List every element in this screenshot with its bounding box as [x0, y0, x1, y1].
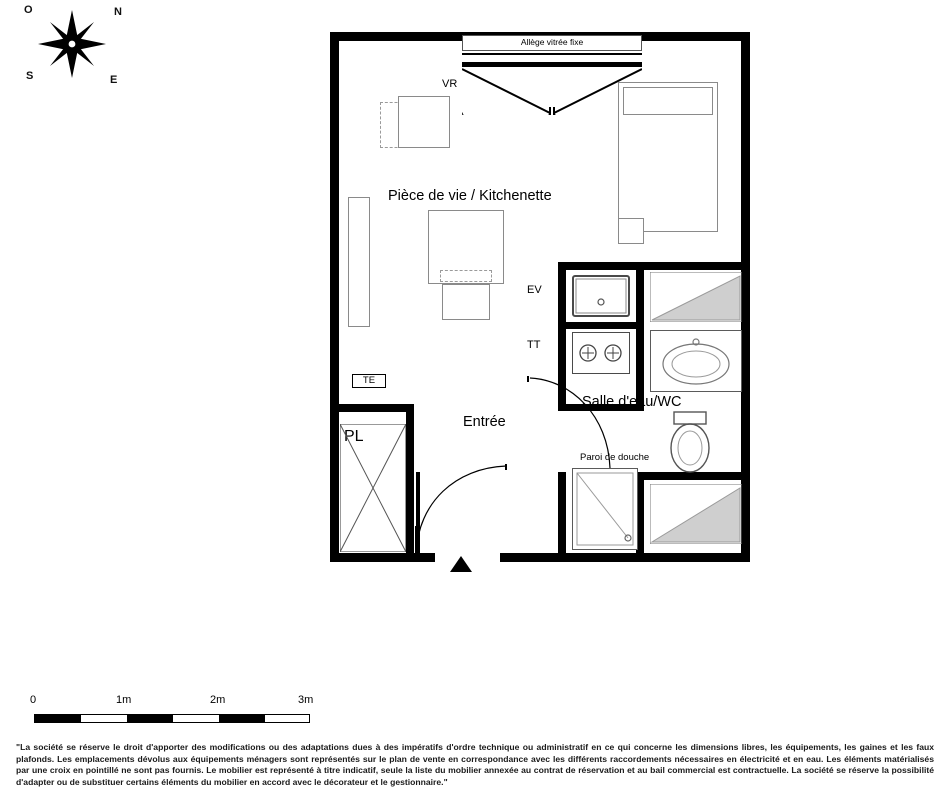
- wall-partition-bath-top: [558, 262, 750, 270]
- compass-label-south: S: [26, 70, 34, 82]
- wall-top-left: [330, 32, 462, 41]
- wall-bath-inner-vertical: [636, 262, 644, 410]
- kitchen-sink-detail: [572, 275, 630, 317]
- wc-toilet: [660, 410, 720, 480]
- paroi-douche-label: Paroi de douche: [580, 452, 650, 463]
- wall-closet-top: [330, 404, 414, 412]
- room-label-living: Pièce de vie / Kitchenette: [388, 188, 552, 204]
- scale-seg-2: [127, 715, 173, 722]
- wall-bath-mid-horizontal: [558, 322, 644, 329]
- room-label-bathroom: Salle d'eau/WC: [582, 394, 682, 410]
- furniture-cabinet-upper-left: [398, 96, 450, 148]
- wall-wc-vertical: [636, 322, 644, 328]
- furniture-bedside-block: [618, 218, 644, 244]
- shower-detail: [572, 468, 638, 550]
- vanity-basin: [650, 330, 742, 392]
- furniture-tall-unit-left: [348, 197, 370, 327]
- wall-shower-left: [558, 472, 566, 562]
- scale-bar-graphic: [34, 714, 310, 723]
- cabinet-hatch-lower-right: [650, 484, 742, 544]
- furniture-chair: [442, 284, 490, 320]
- scale-bar: [30, 694, 330, 734]
- tt-label: TT: [527, 339, 541, 351]
- kitchen-cooktop-burners: [572, 332, 630, 374]
- pl-label: PL: [344, 428, 364, 445]
- te-box: TE: [352, 374, 386, 388]
- floorplan-drawing: [330, 32, 750, 562]
- compass-icon: [18, 4, 130, 104]
- legal-disclaimer: "La société se réserve le droit d'apporter des modifications ou des adaptations dues à des impératifs d'ordre technique ou administratif en ce qui concerne les dimensions libres, les équipements, les gaines et les faux plafonds. Les emplacements dévolus aux équipements ménagers sont représentés sur le plan de vente en correspondance avec les différents raccordements nécessaires en électricité et en eau. Les éléments matérialisés par une croix en pointillé ne sont pas fournis. Le mobilier est représenté à titre indicatif, seule la liste du mobilier annexée au contrat de réservation et au bail commercial est contractuelle. La société se réserve la possibilité d'adapter ou de substituer certains éléments du mobilier en accord avec le décorateur et le gestionnaire.": [16, 742, 934, 787]
- wall-left: [330, 32, 339, 562]
- scale-tick-labels: [30, 694, 330, 710]
- scale-tick-0: 0: [30, 694, 37, 706]
- wall-top-right: [642, 32, 750, 41]
- window-sill-line: [462, 53, 642, 55]
- scale-tick-1: 1m: [116, 694, 132, 706]
- compass-rose: [18, 4, 130, 104]
- scale-seg-3: [219, 715, 265, 722]
- entry-direction-marker: [450, 556, 472, 572]
- wall-closet-right: [406, 404, 414, 562]
- room-label-entrance: Entrée: [463, 414, 506, 430]
- compass-label-east: E: [110, 74, 118, 86]
- scale-tick-3: 3m: [298, 694, 314, 706]
- wall-right: [741, 32, 750, 562]
- wardrobe-hatch-upper-right: [650, 272, 742, 322]
- entry-door-leaf: [416, 472, 420, 554]
- wall-entry-left-stub: [330, 372, 338, 404]
- window-swing-arcs: [462, 67, 642, 115]
- ev-label: EV: [527, 284, 542, 296]
- scale-tick-2: 2m: [210, 694, 226, 706]
- allege-vitree-label: Allège vitrée fixe: [462, 35, 642, 51]
- closet-doors: [340, 424, 406, 552]
- scale-seg-1: [35, 715, 81, 722]
- furniture-table-inner-dashed: [440, 270, 492, 282]
- compass-label-west: O: [24, 4, 33, 16]
- wall-bottom-right: [500, 553, 750, 562]
- furniture-bed-pillow: [623, 87, 713, 115]
- entry-door-swing: [414, 464, 510, 556]
- vr-label: VR: [442, 78, 458, 90]
- compass-label-north: N: [114, 6, 122, 18]
